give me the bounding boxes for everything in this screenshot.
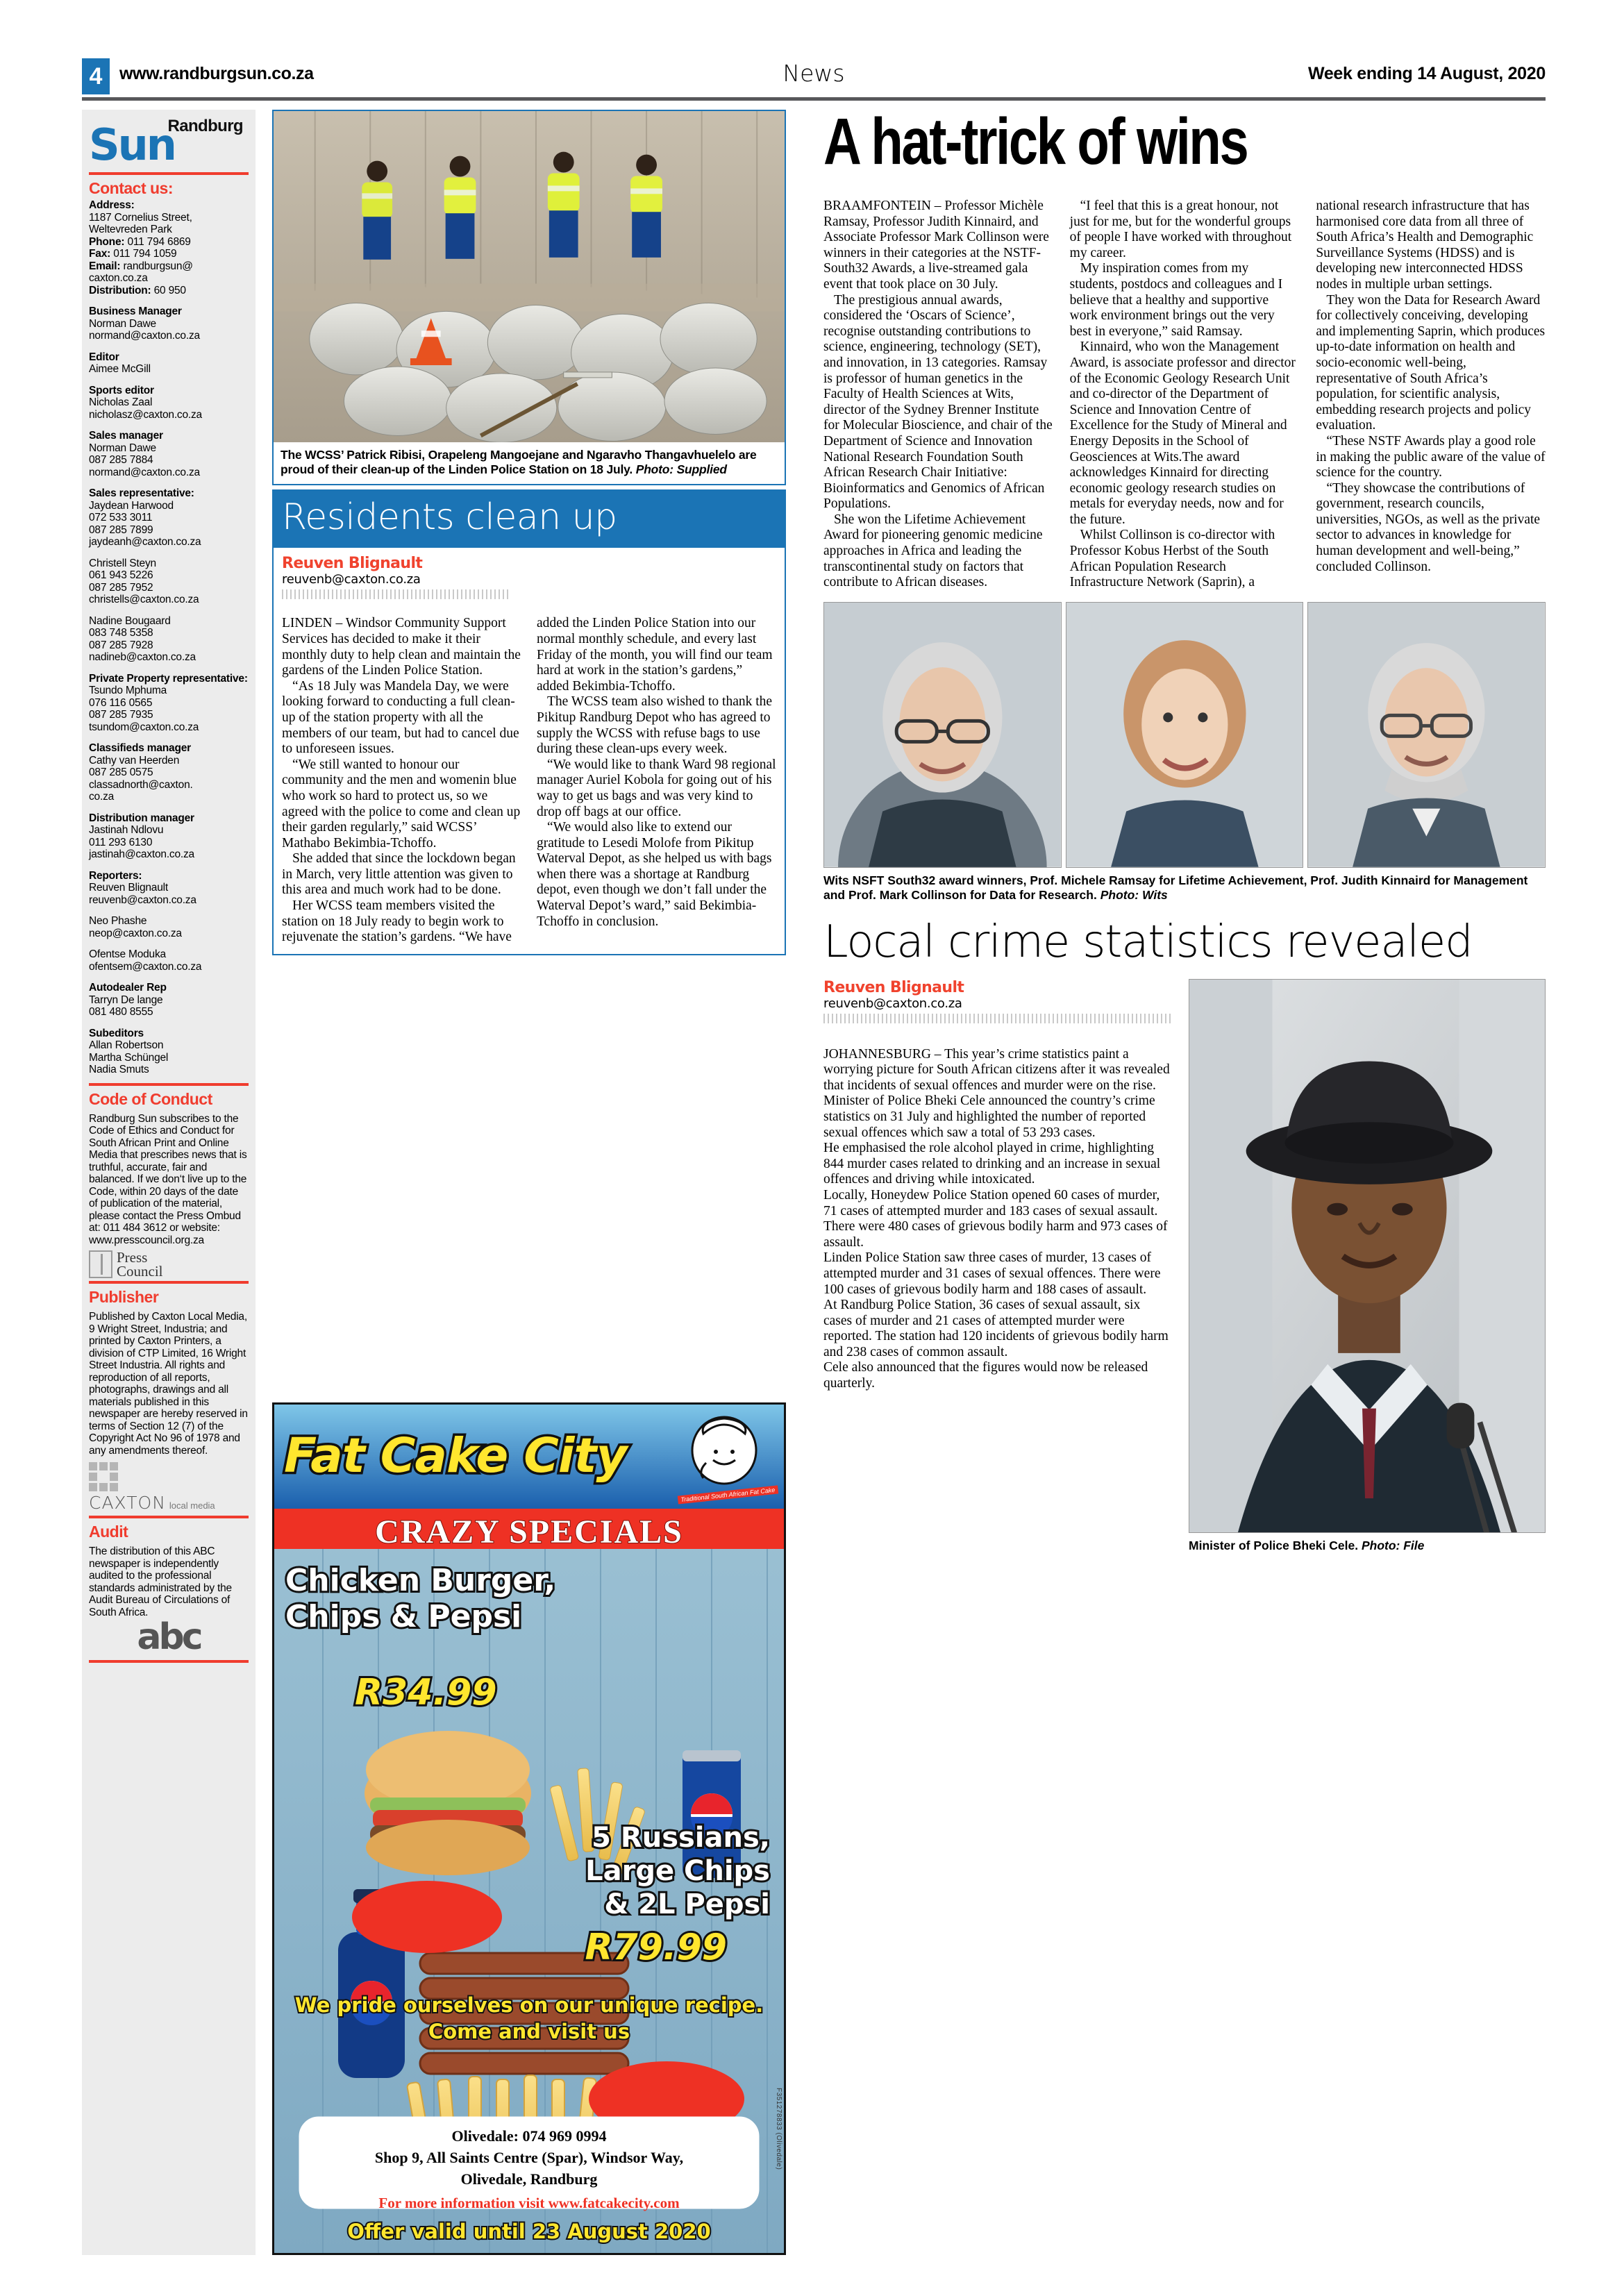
staff-line: Reuven Blignault xyxy=(89,882,168,894)
advert-banner: CRAZY SPECIALS xyxy=(375,1514,683,1550)
staff-role: Private Property representative: xyxy=(89,672,248,685)
cleanup-caption-text: The WCSS’ Patrick Ribisi, Orapeleng Mangoejane and Ngaravho Thangavhuelelo are proud of their clean-up of the Linden Police Station on 18 July. xyxy=(281,448,757,477)
audit-heading: Audit xyxy=(89,1523,128,1541)
advert-brand: Fat Cake City xyxy=(284,1428,627,1484)
staff-entry xyxy=(89,385,249,421)
staff-role: Autodealer Rep xyxy=(89,982,167,994)
staff-entry xyxy=(89,870,249,907)
advert-contact-address-2: Olivedale, Randburg xyxy=(460,2170,598,2188)
staff-line: 087 285 0575 xyxy=(89,766,153,778)
staff-entry xyxy=(89,948,249,973)
staff-line: Allan Robertson xyxy=(89,1039,164,1051)
advert-contact-address-1: Shop 9, All Saints Centre (Spar), Windsor Way, xyxy=(374,2149,684,2166)
byline-tick-rule xyxy=(282,589,511,599)
staff-entry xyxy=(89,615,249,664)
crime-article-body xyxy=(823,979,1546,1554)
staff-line: 076 116 0565 xyxy=(89,696,153,709)
staff-role: Editor xyxy=(89,351,119,363)
article-paragraph: Linden Police Station saw three cases of murder, 13 cases of attempted murder and 31 cases of sexual offences. There were 100 cases of grievous bodily harm and 188 cases of assault. xyxy=(823,1250,1161,1297)
cele-caption-text: Minister of Police Bheki Cele. xyxy=(1189,1539,1362,1553)
cleanup-byline-name: Reuven Blignault xyxy=(282,555,423,573)
cele-photo-box xyxy=(1189,979,1546,1534)
publisher-heading: Publisher xyxy=(89,1288,159,1306)
fat-cake-city-advert[interactable] xyxy=(272,1402,786,2255)
article-paragraph: Minister of Police Bheki Cele announced the country’s crime statistics on 31 July and highlighted the number of reported sexual offences which saw a total of 53 293 cases. xyxy=(823,1093,1155,1140)
staff-line: 061 943 5226 xyxy=(89,569,153,581)
press-council-logo xyxy=(89,1250,249,1278)
staff-line[interactable]: normand@caxton.co.za xyxy=(89,330,200,342)
staff-line: Ofentse Moduka xyxy=(89,948,166,960)
staff-line: 087 285 7928 xyxy=(89,639,153,651)
staff-entry xyxy=(89,430,249,478)
advert-offer2-line2: Large Chips xyxy=(585,1855,770,1887)
staff-line[interactable]: reuvenb@caxton.co.za xyxy=(89,894,196,906)
staff-entry xyxy=(89,673,249,734)
code-of-conduct-body: Randburg Sun subscribes to the Code of Ethics and Conduct for South African Print and Online Media that prescribes news that is truthful, accurate, fair and balanced. If we don‘t live up to the Code, within 20 days of the date of publication of the material, please contact the Press Ombud at: 011 484 3612 or website: www.presscouncil.org.za xyxy=(89,1112,247,1246)
cele-photo xyxy=(1189,980,1545,1533)
article-paragraph: “They showcase the contributions of government, research councils, universities, NGOs, as well as the private sector to advances in knowledge for human development and well-being,” concluded Collinson. xyxy=(1316,480,1541,574)
abc-logo: abc xyxy=(137,1616,201,1658)
staff-line[interactable]: classadnorth@caxton. xyxy=(89,778,193,791)
staff-role: Distribution manager xyxy=(89,812,194,824)
article-paragraph: “As 18 July was Mandela Day, we were looking forward to conducting a full clean-up of the station property with all the members of our team, but had to cancel due to unforeseen issues. xyxy=(282,678,519,757)
awards-photo-row xyxy=(823,602,1546,868)
article-paragraph: My inspiration comes from my students, postdocs and colleagues and I believe that a healthy and supportive work environment brings out the very best in everyone,” said Ramsay. xyxy=(1069,261,1283,339)
staff-role: Sales manager xyxy=(89,430,163,442)
advert-contact xyxy=(306,2125,752,2213)
article-paragraph: Cele also announced that the figures would now be released quarterly. xyxy=(823,1360,1148,1391)
staff-entry xyxy=(89,812,249,861)
fax-label: Fax: xyxy=(89,248,111,260)
staff-entry xyxy=(89,1028,249,1076)
awards-article-text xyxy=(823,199,1546,591)
staff-line: Nadine Bougaard xyxy=(89,614,171,627)
staff-line: Norman Dawe xyxy=(89,442,156,454)
phone-label: Phone: xyxy=(89,235,125,248)
staff-line: 011 293 6130 xyxy=(89,836,153,848)
staff-entry xyxy=(89,305,249,342)
portrait-kinnaird xyxy=(1066,602,1304,868)
staff-line: Jaydean Harwood xyxy=(89,499,174,512)
staff-line: Tarryn De lange xyxy=(89,994,163,1006)
audit-body: The distribution of this ABC newspaper is independently audited to the professional standards administrated by the Audit Bureau of Circulations of South Africa. xyxy=(89,1545,232,1618)
staff-list xyxy=(89,296,249,1076)
divider-red xyxy=(89,172,249,175)
crime-byline-email[interactable]: reuvenb@caxton.co.za xyxy=(823,996,962,1011)
article-paragraph: At Randburg Police Station, 36 cases of sexual assault, six cases of murder and 21 cases of attempted murder were reported. The station had 120 incidents of grievous bodily harm and 238 cases of common assault. xyxy=(823,1298,1169,1359)
article-paragraph: Whilst Collinson is co-director with Professor Kobus Herbst of the South African Population Research Infrastructure Network (Saprin), a national research infrastructure that has harmonised core data from all three of South Africa’s Health and Demographic Surveillance Systems (HDSS) and is developing new interconnected HDSS nodes in multiple urban settings. xyxy=(1069,199,1534,590)
address-line-1: 1187 Cornelius Street, xyxy=(89,211,192,224)
divider-red-4 xyxy=(89,1516,249,1518)
cleanup-article-text xyxy=(282,616,776,945)
article-paragraph: JOHANNESBURG – This year’s crime statistics paint a worrying picture for South African citizens after it was revealed that incidents of sexual offences and murder were on the rise. xyxy=(823,1046,1170,1093)
staff-entry xyxy=(89,742,249,803)
cleanup-photo-credit: Photo: Supplied xyxy=(635,462,727,477)
staff-line: 087 285 7952 xyxy=(89,581,153,594)
article-paragraph: “We still wanted to honour our community and the men and womenin blue who work so hard to protect us, so we agreed with the police to come and clean up their garden regularly,” said WCSS’ Mathabo Bekimbia-Tchoffo. xyxy=(282,757,521,850)
distribution-label: Distribution: xyxy=(89,284,151,296)
advert-offer1-line1: Chicken Burger, xyxy=(285,1563,556,1598)
divider-red-5 xyxy=(89,1660,249,1663)
article-paragraph: “These NSTF Awards play a good role in making the public aware of the value of science for the country. xyxy=(1316,433,1546,480)
staff-line: Jastinah Ndlovu xyxy=(89,824,164,836)
staff-line: Tsundo Mphuma xyxy=(89,685,167,696)
advert-offer-2 xyxy=(585,1821,770,1921)
staff-role: Reporters: xyxy=(89,869,142,882)
cele-photo-caption xyxy=(1189,1533,1546,1553)
staff-entry xyxy=(89,915,249,939)
article-paragraph: Locally, Honeydew Police Station opened 60 cases of murder, 71 cases of attempted murder and 183 cases of sexual assault. There were 480 cases of grievous bodily harm and 973 cases of assault. xyxy=(823,1187,1168,1250)
staff-entry xyxy=(89,982,249,1019)
divider-red-3 xyxy=(89,1281,249,1284)
code-of-conduct-heading: Code of Conduct xyxy=(89,1089,212,1108)
cleanup-photo xyxy=(274,111,785,442)
article-paragraph: “I feel that this is a great honour, not just for me, but for the wonderful groups of people I have worked with throughout my career. xyxy=(1069,199,1292,260)
contact-heading: Contact us: xyxy=(89,179,173,197)
staff-role: Sports editor xyxy=(89,384,154,396)
staff-role: Business Manager xyxy=(89,305,182,317)
article-paragraph: They won the Data for Research Award for collectively conceiving, developing and implementing Saprin, which produces up-to-date information on health and socio-economic well-being, representative of South Africa’s population, for scientific analysis, embedding research projects and policy evaluation. xyxy=(1316,292,1546,433)
staff-entry xyxy=(89,351,249,376)
awards-caption-text: Wits NSFT South32 award winners, Prof. Michele Ramsay for Lifetime Achievement, Prof. Judith Kinnaird for Management and Prof. Mark Collinson for Data for Research. xyxy=(823,873,1528,902)
staff-line[interactable]: neop@caxton.co.za xyxy=(89,927,182,939)
advert-slogan-line1: We pride ourselves on our unique recipe. xyxy=(294,1993,764,2017)
advert-offer2-line3: & 2L Pepsi xyxy=(604,1888,770,1920)
crime-byline-tick-rule xyxy=(823,1014,1171,1023)
advert-offer1-price: R34.99 xyxy=(355,1672,497,1713)
advert-side-code: F351278833 (Olivedale) xyxy=(775,2087,782,2170)
staff-line[interactable]: normand@caxton.co.za xyxy=(89,466,200,478)
cleanup-headline: Residents clean up xyxy=(272,489,786,548)
article-paragraph: “We would like to thank Ward 98 regional manager Auriel Kobola for going out of his way to get us bags and was very kind to drop off bags at our office. xyxy=(537,757,776,819)
caxton-icon xyxy=(89,1462,118,1491)
fax-value: 011 794 1059 xyxy=(113,248,177,260)
press-council-line-1: Press xyxy=(117,1249,148,1266)
awards-headline: A hat-trick of wins xyxy=(823,105,1248,178)
advert-text-layer xyxy=(274,1405,784,2253)
staff-line: 087 285 7935 xyxy=(89,709,153,721)
staff-line: Christell Steyn xyxy=(89,557,156,569)
page-number: 4 xyxy=(82,58,110,94)
crime-article-text xyxy=(823,1047,1171,1392)
masthead-title: Sun xyxy=(89,119,175,170)
staff-role: Classifieds manager xyxy=(89,742,191,754)
middle-column xyxy=(272,110,786,955)
staff-line[interactable]: ofentsem@caxton.co.za xyxy=(89,960,202,973)
article-paragraph: The WCSS team also wished to thank the Pikitup Randburg Depot who has agreed to supply the WCSS with refuse bags to use during these clean-ups every week. xyxy=(537,694,773,757)
address-line-2: Weltevreden Park xyxy=(89,224,172,235)
masthead-logo xyxy=(89,115,249,169)
cleanup-article-body-box xyxy=(272,548,786,955)
divider-red-2 xyxy=(89,1083,249,1086)
staff-line: 081 480 8555 xyxy=(89,1006,153,1018)
caxton-logo xyxy=(89,1462,249,1513)
email-value-2[interactable]: caxton.co.za xyxy=(89,272,148,284)
portrait-collinson xyxy=(1307,602,1546,868)
article-paragraph: She won the Lifetime Achievement Award for pioneering genomic medicine approaches in Africa and leading the transcontinental study on factors that contribute to African diseases. xyxy=(823,512,1043,590)
page-header xyxy=(82,61,1546,97)
staff-line[interactable]: jaydeanh@caxton.co.za xyxy=(89,536,201,548)
staff-line: Norman Dawe xyxy=(89,317,156,330)
staff-line: co.za xyxy=(89,791,115,803)
portrait-ramsay xyxy=(823,602,1062,868)
distribution-value: 60 950 xyxy=(153,284,186,296)
article-paragraph: He emphasised the role alcohol played in crime, highlighting 844 murder cases related to drinking and an increase in sexual offences and driving while intoxicated. xyxy=(823,1141,1161,1187)
advert-contact-phone[interactable]: Olivedale: 074 969 0994 xyxy=(451,2127,607,2145)
email-value[interactable]: randburgsun@ xyxy=(123,260,193,272)
advert-logo-tagline: Traditional South African Fat Cake xyxy=(678,1485,778,1504)
staff-line[interactable]: christells@caxton.co.za xyxy=(89,594,199,605)
contact-address xyxy=(89,199,249,296)
staff-line: 087 285 7884 xyxy=(89,454,153,466)
awards-photo-caption xyxy=(823,868,1546,903)
email-label: Email: xyxy=(89,260,121,272)
article-paragraph: LINDEN – Windsor Community Support Services has decided to make it their monthly duty to help clean and maintain the gardens of the Linden Police Station. xyxy=(282,616,521,678)
staff-entry xyxy=(89,558,249,606)
cleanup-photo-box xyxy=(272,110,786,485)
masthead-rail xyxy=(82,110,256,2255)
publisher-body: Published by Caxton Local Media, 9 Wright Street, Industria; and printed by Caxton Printers, a division of CTP Limited, 16 Wright Street Industria. All rights and reproduction of all reports, photographs, drawings and all materials published in this newspaper are hereby reserved in terms of Section 12 (7) of the Copyright Act No 96 of 1978 and any amendments thereof. xyxy=(89,1311,248,1457)
staff-entry xyxy=(89,487,249,548)
advert-website[interactable]: For more information visit www.fatcakecity.com xyxy=(378,2195,680,2211)
advert-validity: Offer valid until 23 August 2020 xyxy=(347,2220,711,2243)
press-council-line-2: Council xyxy=(117,1263,163,1280)
staff-line: Nicholas Zaal xyxy=(89,396,153,408)
cleanup-photo-caption xyxy=(274,442,785,484)
address-label: Address: xyxy=(89,199,135,211)
staff-line: 087 285 7899 xyxy=(89,523,153,536)
advert-offer1-line2: Chips & Pepsi xyxy=(285,1599,522,1634)
cleanup-byline-email[interactable]: reuvenb@caxton.co.za xyxy=(282,572,421,587)
phone-value: 011 794 6869 xyxy=(127,235,191,248)
caxton-subtitle: local media xyxy=(169,1500,215,1511)
crime-byline-name: Reuven Blignault xyxy=(823,978,964,996)
header-section: News xyxy=(782,60,845,87)
caxton-wordmark: CAXTON xyxy=(89,1493,166,1513)
right-column xyxy=(823,105,1546,1553)
staff-role: Subeditors xyxy=(89,1027,144,1039)
staff-line: Martha Schüngel xyxy=(89,1051,169,1064)
article-paragraph: The prestigious annual awards, considered the ‘Oscars of Science’, recognise outstanding contributions to science, engineering, technology (SET), and innovation, in 13 categories. Ramsay is professor of human genetics in the Faculty of Health Sciences at Wits, director of the Sydney Brenner Institute for Molecular Bioscience, and chair of the Department of Science and Innovation National Research Foundation South African Research Chair Initiative: Bioinformatics and Genomics of African Populations. xyxy=(823,292,1053,512)
advert-slogan-line2: Come and visit us xyxy=(428,2020,630,2043)
advert-slogan xyxy=(274,1992,784,2045)
press-council-icon xyxy=(89,1250,112,1278)
staff-line[interactable]: tsundom@caxton.co.za xyxy=(89,721,199,733)
staff-line: 072 533 3011 xyxy=(89,512,153,523)
staff-line: Cathy van Heerden xyxy=(89,754,180,766)
staff-line: Neo Phashe xyxy=(89,915,147,927)
header-rule xyxy=(82,97,1546,101)
staff-line[interactable]: nadineb@caxton.co.za xyxy=(89,651,196,663)
header-website[interactable]: www.randburgsun.co.za xyxy=(119,64,314,83)
advert-offer2-price: R79.99 xyxy=(585,1927,727,1968)
awards-photo-credit: Photo: Wits xyxy=(1100,887,1168,902)
cele-photo-credit: Photo: File xyxy=(1361,1539,1425,1553)
advert-offer2-line1: 5 Russians, xyxy=(592,1822,770,1854)
masthead-pretitle: Randburg xyxy=(167,117,243,135)
header-date: Week ending 14 August, 2020 xyxy=(1307,64,1546,83)
advert-offer-1 xyxy=(285,1563,555,1635)
press-council-text xyxy=(117,1250,163,1278)
staff-line: Nadia Smuts xyxy=(89,1064,149,1075)
article-paragraph: She added that since the lockdown began in March, very little attention was given to this area and much work had to be done. xyxy=(282,851,516,898)
staff-role: Sales representative: xyxy=(89,487,194,499)
article-paragraph: “We would also like to extend our gratitude to Lesedi Molofe from Pikitup Waterval Depot, as she helped us with bags when there was a shortage at Randburg depot, even though we don’t fall under the Waterval Depot’s ward,” said Bekimbia-Tchoffo in conclusion. xyxy=(537,820,772,929)
article-paragraph: Her WCSS team members visited the station on 18 July ready to begin work to rejuvenate the station’s gardens. “We have added the Linden Police Station into our normal monthly schedule, and every last Friday of the month, you will find our team hard at work in the station’s gardens,” added Bekimbia-Tchoffo. xyxy=(282,616,773,945)
article-paragraph: Kinnaird, who won the Management Award, is associate professor and director of the Economic Geology Research Unit and co-director of the Department of Science and Innovation Centre of Excellence for the Study of Mineral and Energy Deposits in the School of Geosciences at Wits.The award acknowledges Kinnaird for directing economic geology research studies on metals for everyday needs, now and for the future. xyxy=(1069,340,1296,527)
staff-line: 083 748 5358 xyxy=(89,627,153,639)
article-paragraph: BRAAMFONTEIN – Professor Michèle Ramsay, Professor Judith Kinnaird, and Associate Professor Mark Collinson were winners in their categories at the NSTF-South32 Awards, a live-streamed gala event that took place on 30 July. xyxy=(823,199,1049,292)
staff-line: Aimee McGill xyxy=(89,363,151,375)
staff-line[interactable]: jastinah@caxton.co.za xyxy=(89,848,194,860)
staff-line[interactable]: nicholasz@caxton.co.za xyxy=(89,408,202,421)
crime-headline: Local crime statistics revealed xyxy=(823,916,1473,968)
